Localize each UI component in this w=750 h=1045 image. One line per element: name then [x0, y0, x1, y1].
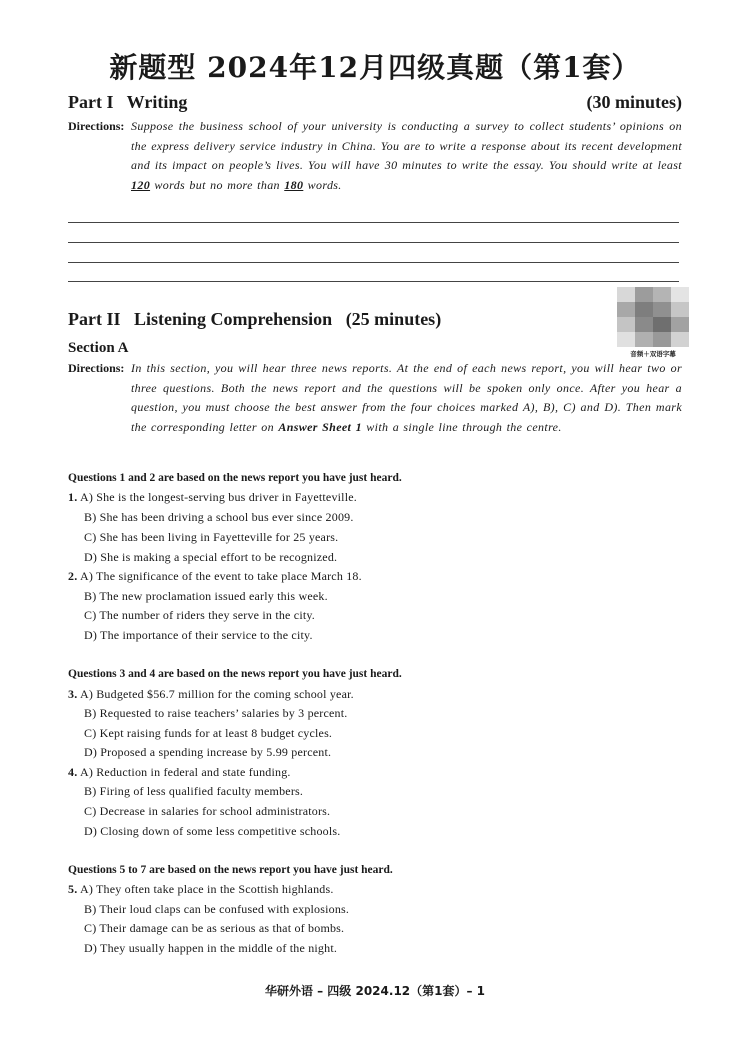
question-group-heading: Questions 3 and 4 are based on the news report you have just heard.: [68, 668, 402, 680]
max-words: 180: [284, 177, 304, 192]
question-1-option-d: D) She is making a special effort to be recognized.: [84, 550, 338, 564]
part2-directions: [68, 359, 682, 437]
qr-caption: 音频＋双语字幕: [630, 350, 676, 358]
writing-line: [68, 242, 679, 243]
question-2-option-b: B) The new proclamation issued early this week.: [84, 589, 328, 603]
part2-title: Part II Listening Comprehension (25 minutes): [68, 309, 442, 329]
answer-sheet-label: Answer Sheet 1: [278, 419, 362, 434]
writing-line: [68, 262, 679, 263]
question-3-option-c: C) Kept raising funds for at least 8 budget cycles.: [84, 726, 333, 740]
section-a-heading: Section A: [68, 340, 129, 356]
directions-text: Suppose the business school of your university is conducting a survey to collect students’ opinions on the express delivery service industry in China. You are to write a response about its recent development and its impact on people’s lives. You will have 30 minutes to write the essay. You should write at least 120 words but no more than 180 words.: [131, 119, 682, 192]
page-title: 新题型 2024年12月四级真题（第1套）: [109, 51, 641, 84]
directions-label: Directions:: [68, 361, 125, 375]
question-3-option-a: 3. A) Budgeted $56.7 million for the coming school year.: [68, 687, 354, 701]
question-4-option-a: 4. A) Reduction in federal and state funding.: [68, 765, 291, 779]
part1-title: Part I Writing: [68, 92, 188, 112]
question-4-option-b: B) Firing of less qualified faculty members.: [84, 784, 304, 798]
question-1-option-b: B) She has been driving a school bus ever since 2009.: [84, 510, 354, 524]
directions-text: In this section, you will hear three news reports. At the end of each news report, you will hear two or three questions. Both the news report and the questions will be spoken only once. After you hear a question, you must choose the best answer from the four choices marked A), B), C) and D). Then mark the corresponding letter on Answer Sheet 1 with a single line through the centre.: [131, 361, 682, 434]
min-words: 120: [131, 177, 151, 192]
question-2-option-c: C) The number of riders they serve in the city.: [84, 608, 316, 622]
question-4-option-d: D) Closing down of some less competitive schools.: [84, 824, 341, 838]
question-4-option-c: C) Decrease in salaries for school administrators.: [84, 804, 331, 818]
question-1-option-a: 1. A) She is the longest-serving bus driver in Fayetteville.: [68, 490, 357, 504]
part1-time: (30 minutes): [586, 92, 682, 112]
question-group-heading: Questions 1 and 2 are based on the news report you have just heard.: [68, 472, 402, 484]
question-5-option-b: B) Their loud claps can be confused with explosions.: [84, 902, 350, 916]
question-5-option-d: D) They usually happen in the middle of the night.: [84, 941, 338, 955]
part2-heading: [68, 307, 682, 331]
qr-code-icon[interactable]: [617, 287, 689, 347]
question-group-heading: Questions 5 to 7 are based on the news report you have just heard.: [68, 864, 393, 876]
question-2-option-d: D) The importance of their service to the city.: [84, 628, 313, 642]
page-footer: 华研外语 – 四级 2024.12（第1套）– 1: [264, 984, 486, 998]
writing-line: [68, 222, 679, 223]
question-5-option-a: 5. A) They often take place in the Scottish highlands.: [68, 882, 334, 896]
question-5-option-c: C) Their damage can be as serious as that of bombs.: [84, 921, 345, 935]
writing-line: [68, 281, 679, 282]
part1-heading: [68, 90, 682, 114]
question-3-option-d: D) Proposed a spending increase by 5.99 percent.: [84, 745, 332, 759]
part1-directions: [68, 117, 682, 195]
question-3-option-b: B) Requested to raise teachers’ salaries by 3 percent.: [84, 706, 348, 720]
directions-label: Directions:: [68, 119, 125, 133]
question-2-option-a: 2. A) The significance of the event to take place March 18.: [68, 569, 362, 583]
question-1-option-c: C) She has been living in Fayetteville for 25 years.: [84, 530, 339, 544]
